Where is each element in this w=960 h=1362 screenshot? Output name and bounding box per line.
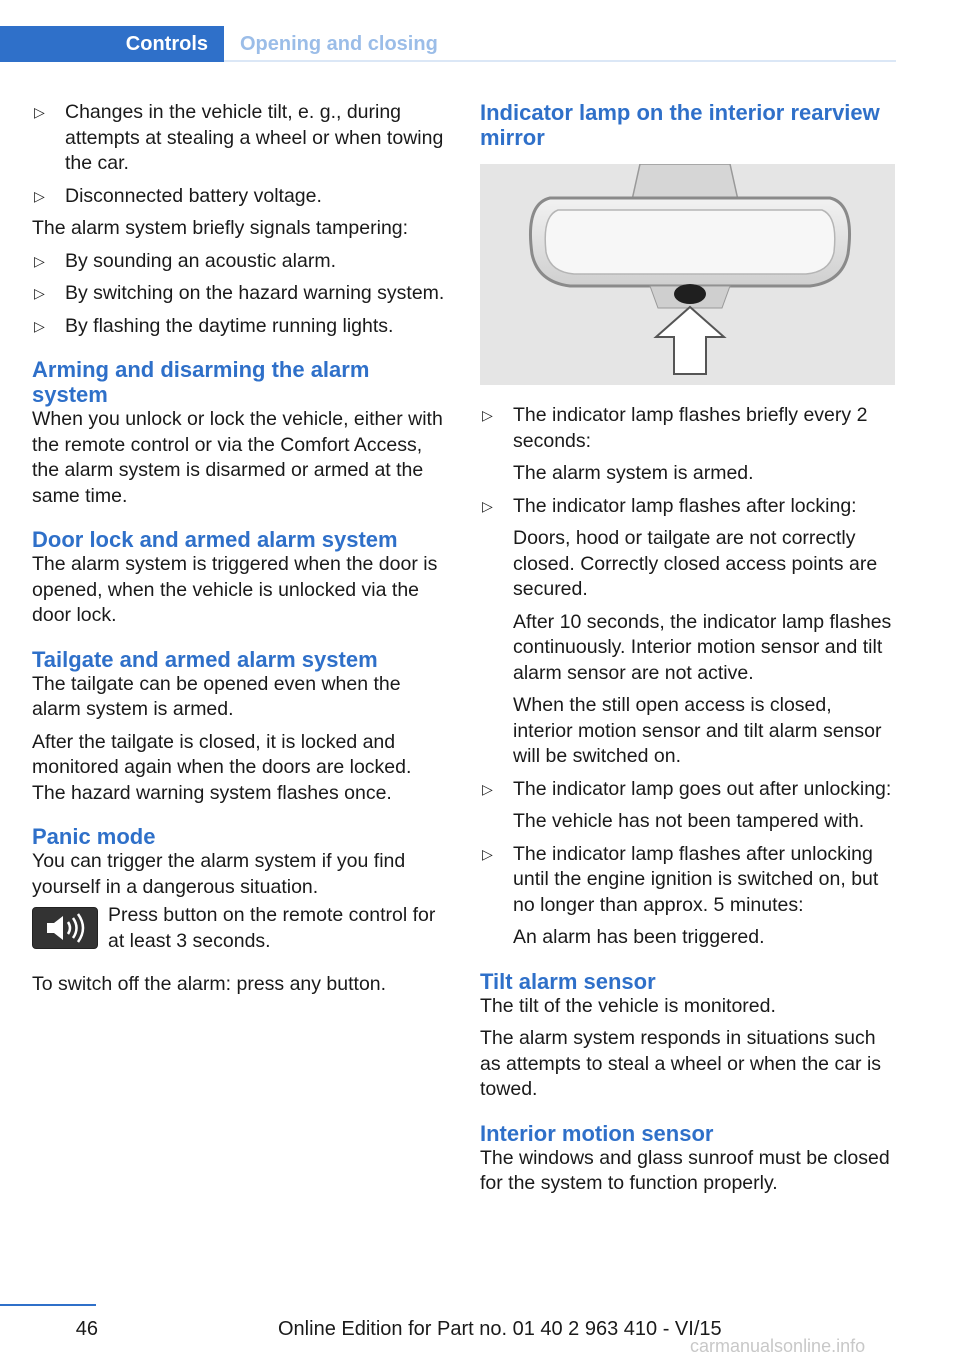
list-item: ▷ The indicator lamp flashes after unlocking until the engine ignition is switched on, but no longer than approx. 5 minutes: An alarm has been triggered. xyxy=(482,842,879,948)
panic-button-icon xyxy=(32,907,98,949)
triangle-bullet-icon: ▷ xyxy=(34,252,45,269)
heading-panic-mode: Panic mode xyxy=(32,824,156,849)
paragraph-tailgate-1: The tailgate can be opened even when the alarm system is armed. xyxy=(32,672,401,720)
triangle-bullet-icon: ▷ xyxy=(482,497,493,514)
paragraph-motion: The windows and glass sunroof must be closed for the system to function properly. xyxy=(480,1146,890,1194)
paragraph-panic-1: You can trigger the alarm system if you find yourself in a dangerous situation. xyxy=(32,850,406,898)
triangle-bullet-icon: ▷ xyxy=(34,104,45,120)
footer-rule xyxy=(0,1304,96,1306)
list-item: ▷ The indicator lamp goes out after unlocking: The vehicle has not been tampered with. xyxy=(482,777,892,832)
paragraph-panic-2: To switch off the alarm: press any button. xyxy=(32,973,387,995)
list-item: ▷ The indicator lamp flashes briefly every 2 seconds: The alarm system is armed. xyxy=(482,404,868,484)
paragraph-tailgate-2: After the tailgate is closed, it is locked and monitored again when the doors are locked. The hazard warning system flashes once. xyxy=(32,730,412,804)
heading-interior-motion-sensor: Interior motion sensor xyxy=(480,1120,714,1146)
triangle-bullet-icon: ▷ xyxy=(482,407,493,423)
signals-intro: The alarm system briefly signals tampering: xyxy=(32,217,409,239)
triangle-bullet-icon: ▷ xyxy=(34,187,45,204)
list-item: ▷ Disconnected battery voltage. xyxy=(32,184,448,210)
heading-tailgate: Tailgate and armed alarm system xyxy=(32,646,378,672)
list-item: ▷ Changes in the vehicle tilt, e. g., during attempts at stealing a wheel or when towing the car. xyxy=(34,101,444,174)
page-number: 46 xyxy=(75,1318,98,1340)
right-column xyxy=(480,100,896,1204)
list-item: ▷ The indicator lamp flashes after locking: Doors, hood or tailgate are not correctly closed. Correctly closed access points are secured. After 10 seconds, the indicator lamp flashes continuously. Interior motion sensor and tilt alarm sensor are not active. When the still open access is closed, interior motion sensor and tilt alarm sensor will be switched on. xyxy=(482,494,892,767)
heading-indicator-lamp: Indicator lamp on the interior rearview mirror xyxy=(480,100,880,150)
paragraph-tilt-1: The tilt of the vehicle is monitored. xyxy=(480,994,776,1017)
alarm-signals-list xyxy=(32,249,448,340)
heading-tilt-alarm-sensor: Tilt alarm sensor xyxy=(480,968,656,994)
heading-arming: Arming and disarming the alarm system xyxy=(32,357,370,407)
triangle-bullet-icon: ▷ xyxy=(482,780,493,797)
rearview-mirror-image xyxy=(480,164,895,385)
triangle-bullet-icon: ▷ xyxy=(482,845,493,862)
left-column xyxy=(32,100,448,1005)
paragraph-panic-icon: Press button on the remote control for at least 3 seconds. xyxy=(108,904,436,952)
triangle-bullet-icon: ▷ xyxy=(34,285,45,301)
list-item: ▷ By switching on the hazard warning system. xyxy=(32,281,448,307)
list-item: ▷ By sounding an acoustic alarm. xyxy=(32,249,448,275)
heading-door-lock: Door lock and armed alarm system xyxy=(32,527,398,552)
tab-controls[interactable]: Controls xyxy=(0,26,224,62)
watermark: carmanualsonline.info xyxy=(690,1336,866,1356)
paragraph-tilt-2: The alarm system responds in situations such as attempts to steal a wheel or when the car is towed. xyxy=(480,1027,882,1100)
indicator-states-list xyxy=(480,403,896,951)
tab-opening-and-closing[interactable]: Opening and closing xyxy=(240,32,438,55)
tamper-conditions-list xyxy=(32,100,448,209)
edition-text: Online Edition for Part no. 01 40 2 963 410 - VI/15 xyxy=(278,1318,722,1340)
triangle-bullet-icon: ▷ xyxy=(34,317,45,334)
paragraph-arming: When you unlock or lock the vehicle, either with the remote control or via the Comfort Access, the alarm system is disarmed or armed at the same time. xyxy=(32,408,443,507)
list-item: ▷ By flashing the daytime running lights. xyxy=(32,314,448,340)
panic-button-instruction xyxy=(32,904,448,954)
paragraph-door-lock: The alarm system is triggered when the door is opened, when the vehicle is unlocked via the door lock. xyxy=(32,553,438,626)
